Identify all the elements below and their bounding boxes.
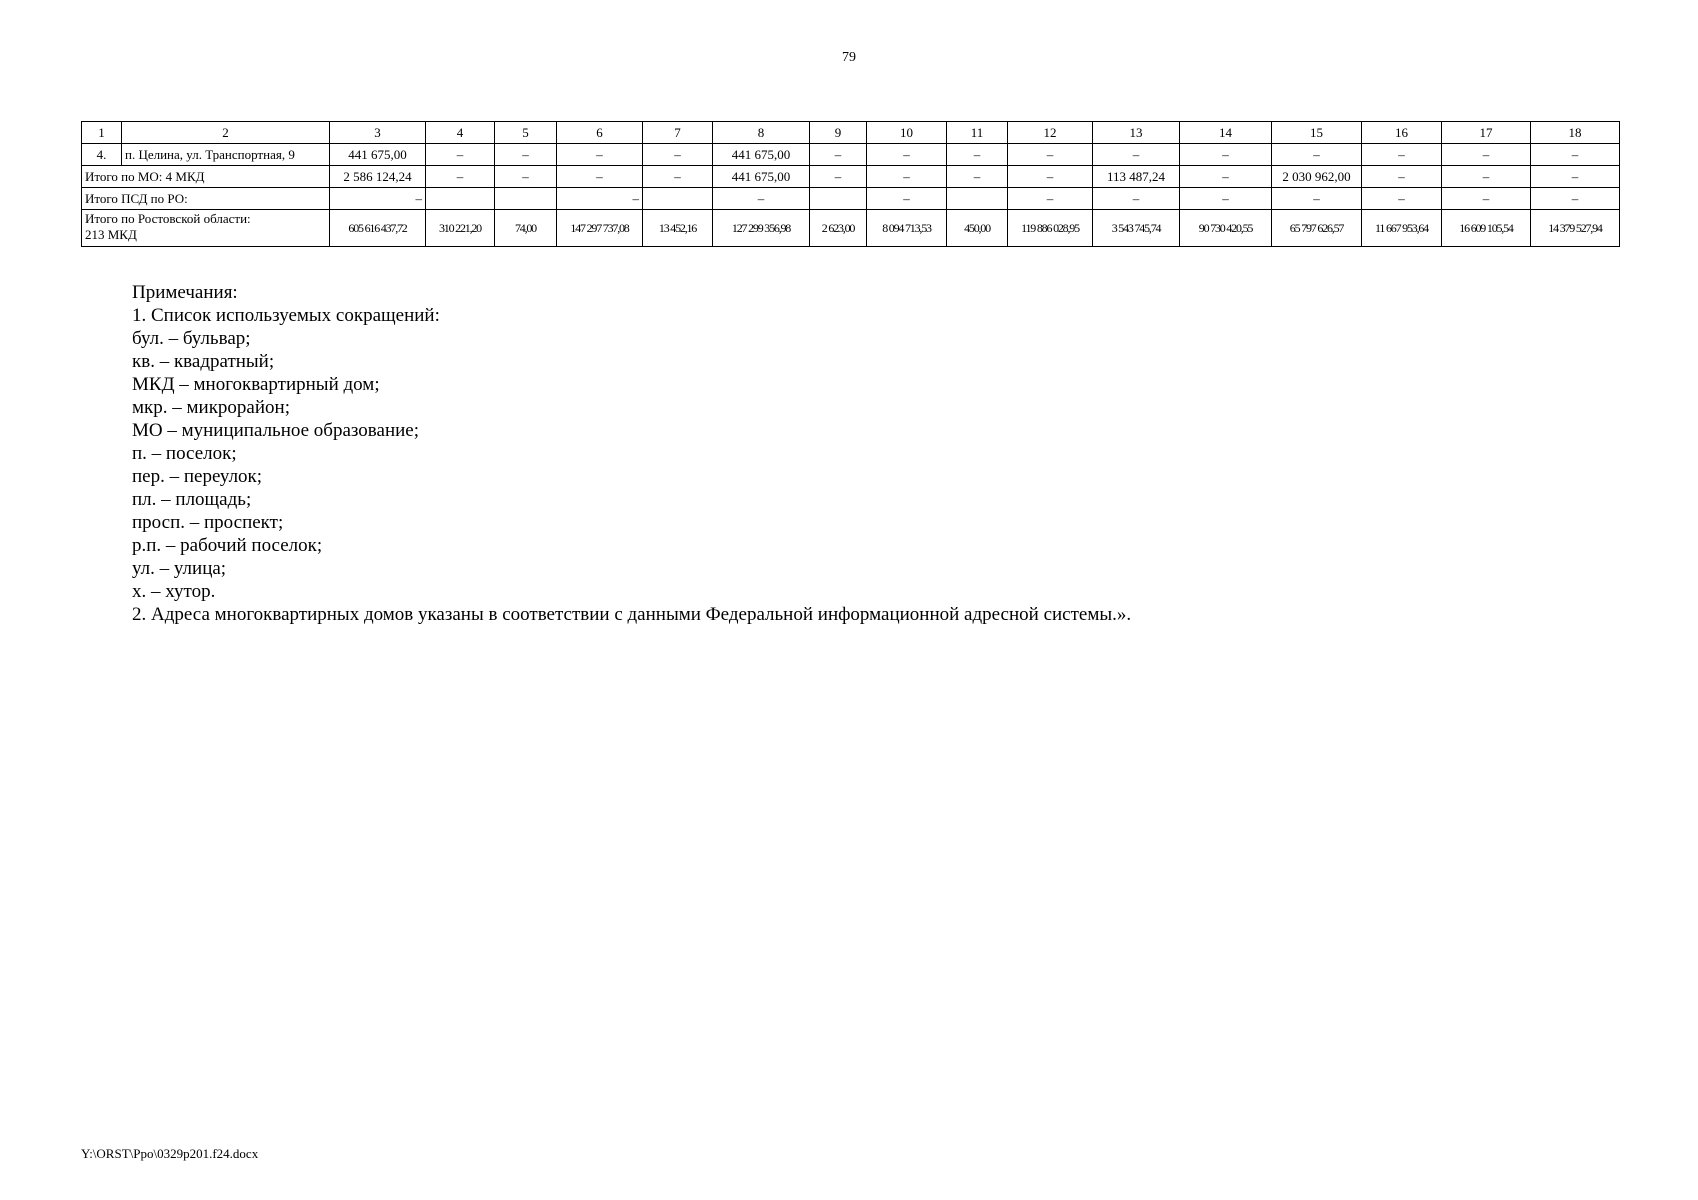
table-cell: – bbox=[947, 144, 1008, 166]
row-label-line1: Итого по Ростовской области: bbox=[85, 211, 251, 226]
data-table-container bbox=[81, 121, 1619, 247]
table-cell: – bbox=[1008, 188, 1093, 210]
table-cell: – bbox=[1180, 144, 1272, 166]
table-cell: 74,00 bbox=[495, 210, 557, 247]
table-header-cell: 17 bbox=[1442, 122, 1531, 144]
table-cell: 14 379 527,94 bbox=[1531, 210, 1620, 247]
table-cell: – bbox=[557, 188, 643, 210]
notes-item-1: 1. Список используемых сокращений: bbox=[132, 305, 440, 326]
table-cell bbox=[810, 188, 867, 210]
table-cell: 441 675,00 bbox=[713, 144, 810, 166]
table-header-cell: 12 bbox=[1008, 122, 1093, 144]
table-cell: 441 675,00 bbox=[330, 144, 426, 166]
table-header-cell: 9 bbox=[810, 122, 867, 144]
table-cell: – bbox=[867, 144, 947, 166]
table-cell: 2 586 124,24 bbox=[330, 166, 426, 188]
abbreviation-item: пер. – переулок; bbox=[132, 466, 263, 487]
table-cell: – bbox=[1362, 144, 1442, 166]
table-cell: 16 609 105,54 bbox=[1442, 210, 1531, 247]
table-cell: – bbox=[557, 166, 643, 188]
table-header-cell: 1 bbox=[82, 122, 122, 144]
table-cell: – bbox=[426, 166, 495, 188]
table-cell: – bbox=[1272, 144, 1362, 166]
table-cell: – bbox=[1442, 188, 1531, 210]
address-cell: п. Целина, ул. Транспортная, 9 bbox=[122, 144, 330, 166]
page-number: 79 bbox=[842, 50, 856, 65]
table-cell: – bbox=[947, 166, 1008, 188]
notes-item-2: 2. Адреса многоквартирных домов указаны в соответствии с данными Федеральной информационной адресной системы.». bbox=[132, 604, 1132, 625]
table-cell: – bbox=[1093, 144, 1180, 166]
notes-title: Примечания: bbox=[132, 282, 238, 303]
table-cell: – bbox=[810, 166, 867, 188]
table-cell: – bbox=[867, 166, 947, 188]
table-cell: – bbox=[1531, 166, 1620, 188]
table-cell: – bbox=[495, 166, 557, 188]
table-cell: 310 221,20 bbox=[426, 210, 495, 247]
table-cell bbox=[643, 188, 713, 210]
abbreviation-item: мкр. – микрорайон; bbox=[132, 397, 290, 418]
table-cell: 13 452,16 bbox=[643, 210, 713, 247]
table-cell: – bbox=[867, 188, 947, 210]
table-cell bbox=[947, 188, 1008, 210]
table-cell: – bbox=[1180, 166, 1272, 188]
table-row-mo-total bbox=[82, 166, 1620, 188]
abbreviation-item: р.п. – рабочий поселок; bbox=[132, 535, 323, 556]
row-label: Итого по МО: 4 МКД bbox=[82, 166, 330, 188]
notes-section bbox=[132, 281, 1131, 626]
table-cell: 127 299 356,98 bbox=[713, 210, 810, 247]
abbreviation-item: МО – муниципальное образование; bbox=[132, 420, 420, 441]
table-cell: – bbox=[1180, 188, 1272, 210]
table-cell: – bbox=[1008, 144, 1093, 166]
table-cell: 113 487,24 bbox=[1093, 166, 1180, 188]
table-row-psd-total bbox=[82, 188, 1620, 210]
table-cell: – bbox=[1362, 166, 1442, 188]
table-cell: – bbox=[1008, 166, 1093, 188]
abbreviation-item: бул. – бульвар; bbox=[132, 328, 251, 349]
table-cell: – bbox=[426, 144, 495, 166]
table-cell: – bbox=[643, 144, 713, 166]
table-cell: 3 543 745,74 bbox=[1093, 210, 1180, 247]
abbreviation-item: ул. – улица; bbox=[132, 558, 227, 579]
table-cell: 65 797 626,57 bbox=[1272, 210, 1362, 247]
table-header-cell: 2 bbox=[122, 122, 330, 144]
table-cell: – bbox=[1442, 144, 1531, 166]
table-cell: – bbox=[1442, 166, 1531, 188]
table-cell: 441 675,00 bbox=[713, 166, 810, 188]
table-cell: 11 667 953,64 bbox=[1362, 210, 1442, 247]
table-cell: – bbox=[330, 188, 426, 210]
table-header-cell: 14 bbox=[1180, 122, 1272, 144]
table-header-cell: 7 bbox=[643, 122, 713, 144]
abbreviation-item: пл. – площадь; bbox=[132, 489, 252, 510]
row-label bbox=[82, 210, 330, 247]
table-cell: 8 094 713,53 bbox=[867, 210, 947, 247]
table-cell: – bbox=[557, 144, 643, 166]
abbreviation-item: кв. – квадратный; bbox=[132, 351, 275, 372]
table-cell: – bbox=[495, 144, 557, 166]
table-header-cell: 11 bbox=[947, 122, 1008, 144]
table-header-cell: 5 bbox=[495, 122, 557, 144]
table-cell: 450,00 bbox=[947, 210, 1008, 247]
table-cell: – bbox=[1362, 188, 1442, 210]
table-header-cell: 4 bbox=[426, 122, 495, 144]
table-cell: – bbox=[643, 166, 713, 188]
table-header-cell: 10 bbox=[867, 122, 947, 144]
abbreviation-item: МКД – многоквартирный дом; bbox=[132, 374, 380, 395]
row-number: 4. bbox=[82, 144, 122, 166]
table-cell: 2 030 962,00 bbox=[1272, 166, 1362, 188]
abbreviation-item: просп. – проспект; bbox=[132, 512, 284, 533]
table-cell bbox=[495, 188, 557, 210]
table-cell: 605 616 437,72 bbox=[330, 210, 426, 247]
table-row-region-total bbox=[82, 210, 1620, 247]
table-header-cell: 16 bbox=[1362, 122, 1442, 144]
table-cell: – bbox=[810, 144, 867, 166]
table-cell: 90 730 420,55 bbox=[1180, 210, 1272, 247]
row-label: Итого ПСД по РО: bbox=[82, 188, 330, 210]
table-cell: – bbox=[1531, 144, 1620, 166]
table-cell bbox=[426, 188, 495, 210]
table-header-cell: 13 bbox=[1093, 122, 1180, 144]
abbreviation-item: п. – поселок; bbox=[132, 443, 237, 464]
table-cell: 119 886 028,95 bbox=[1008, 210, 1093, 247]
table-cell: 2 623,00 bbox=[810, 210, 867, 247]
table-cell: 147 297 737,08 bbox=[557, 210, 643, 247]
table-header-cell: 18 bbox=[1531, 122, 1620, 144]
table-cell: – bbox=[1531, 188, 1620, 210]
table-row bbox=[82, 144, 1620, 166]
data-table bbox=[81, 121, 1620, 247]
row-label-line2: 213 МКД bbox=[85, 227, 137, 242]
table-cell: – bbox=[713, 188, 810, 210]
table-header-cell: 8 bbox=[713, 122, 810, 144]
footer-file-path: Y:\ORST\Ppo\0329p201.f24.docx bbox=[81, 1146, 259, 1161]
table-header-cell: 15 bbox=[1272, 122, 1362, 144]
table-cell: – bbox=[1272, 188, 1362, 210]
abbreviation-item: х. – хутор. bbox=[132, 581, 216, 602]
table-header-cell: 6 bbox=[557, 122, 643, 144]
table-header-cell: 3 bbox=[330, 122, 426, 144]
table-cell: – bbox=[1093, 188, 1180, 210]
table-header-row bbox=[82, 122, 1620, 144]
